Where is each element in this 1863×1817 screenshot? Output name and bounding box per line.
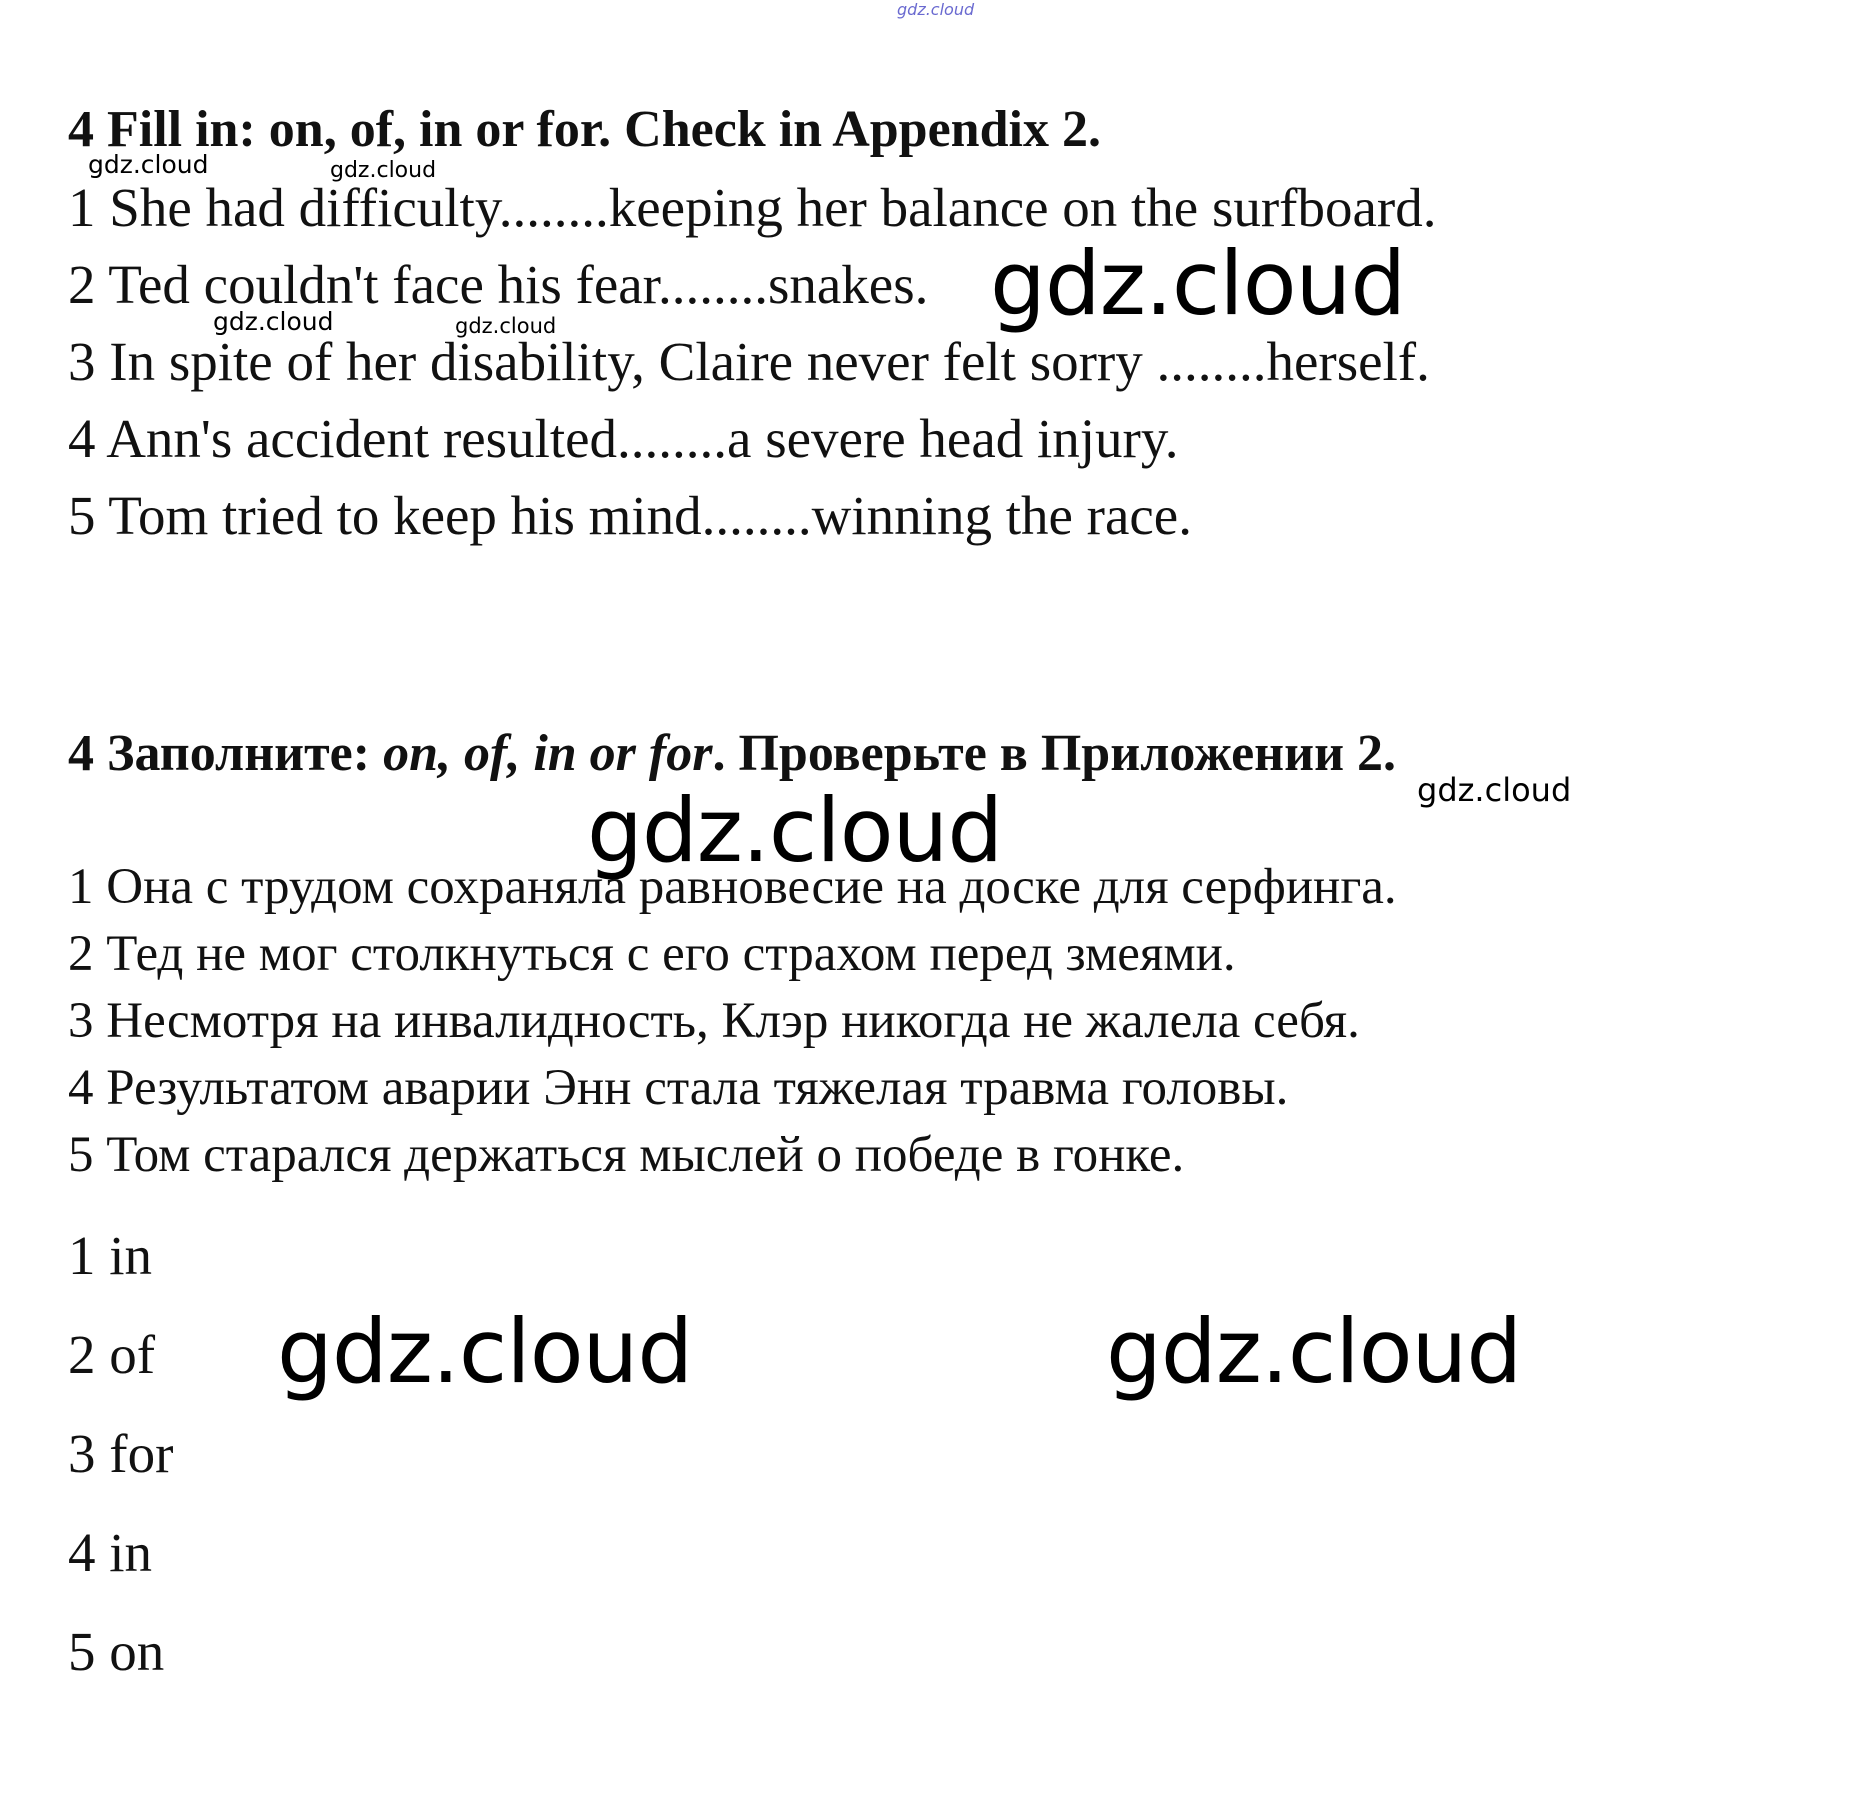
watermark: gdz.cloud	[1417, 771, 1572, 809]
answer-item: 1 in	[68, 1225, 153, 1286]
heading-italic-options: on, of, in or for	[383, 725, 713, 782]
exercise-sentence: 5 Tom tried to keep his mind........winning the race.	[68, 485, 1192, 546]
watermark: gdz.cloud	[88, 150, 209, 179]
answer-item: 3 for	[68, 1423, 174, 1484]
watermark: gdz.cloud	[1106, 1300, 1522, 1403]
watermark: gdz.cloud	[897, 0, 975, 19]
answer-item: 2 of	[68, 1324, 156, 1385]
answer-item: 4 in	[68, 1522, 153, 1583]
exercise-sentence: 1 She had difficulty........keeping her balance on the surfboard.	[68, 177, 1437, 238]
exercise-sentence: 3 In spite of her disability, Claire never felt sorry ........herself.	[68, 331, 1430, 392]
exercise-sentence: 4 Ann's accident resulted........a severe head injury.	[68, 408, 1179, 469]
exercise-heading-en: 4 Fill in: on, of, in or for. Check in Appendix 2.	[68, 101, 1101, 158]
translation-sentence: 3 Несмотря на инвалидность, Клэр никогда не жалела себя.	[68, 993, 1360, 1049]
translation-sentence: 2 Тед не мог столкнуться с его страхом перед змеями.	[68, 926, 1236, 982]
exercise-sentence: 2 Ted couldn't face his fear........snakes.	[68, 254, 929, 315]
watermark: gdz.cloud	[990, 232, 1406, 335]
translation-sentence: 1 Она с трудом сохраняла равновесие на доске для серфинга.	[68, 859, 1397, 915]
exercise-heading-ru	[68, 725, 1397, 782]
watermark: gdz.cloud	[455, 314, 557, 338]
answer-item: 5 on	[68, 1621, 165, 1682]
heading-suffix: . Проверьте в Приложении 2.	[712, 725, 1397, 782]
watermark: gdz.cloud	[277, 1300, 693, 1403]
translation-sentence: 5 Том старался держаться мыслей о победе в гонке.	[68, 1127, 1185, 1183]
watermark: gdz.cloud	[330, 158, 437, 183]
watermark: gdz.cloud	[213, 307, 334, 336]
translation-sentence: 4 Результатом аварии Энн стала тяжелая травма головы.	[68, 1060, 1289, 1116]
heading-prefix: 4 Заполните:	[68, 725, 384, 782]
watermark: gdz.cloud	[587, 779, 1003, 882]
